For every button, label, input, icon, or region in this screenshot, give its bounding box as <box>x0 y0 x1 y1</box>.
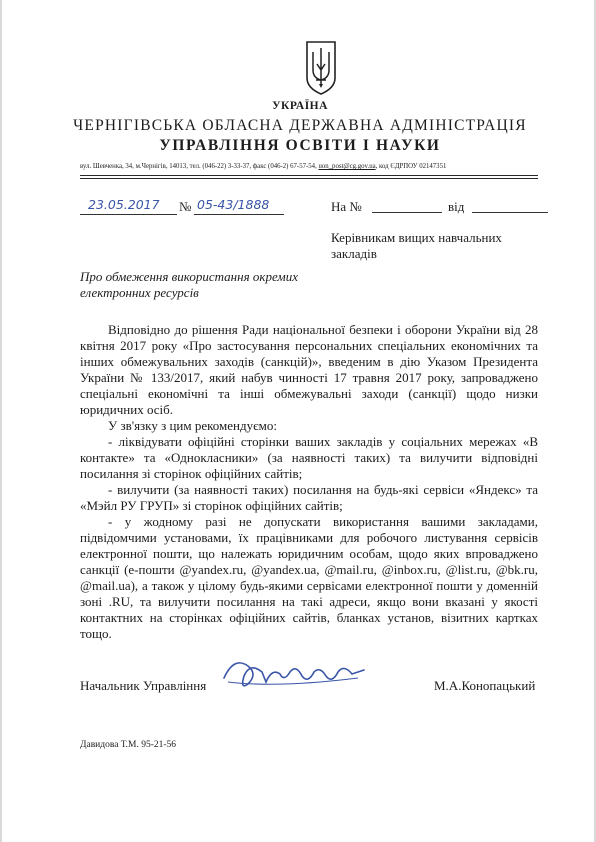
header-rule-thick <box>80 175 538 176</box>
paragraph-social-networks: - ліквідувати офіційні сторінки ваших закладів у соціальних мережах «В контакте» та «Однокласники» (за наявності таких) та вилучити відповідні посилання зі сторінок офіційних сайтів; <box>80 434 538 481</box>
in-reply-underline <box>372 212 442 213</box>
subject: Про обмеження використання окремих електронних ресурсів <box>80 269 298 300</box>
number-sign: № <box>179 199 192 214</box>
contact-address <box>80 163 535 170</box>
paragraph-email: - у жодному разі не допускати використання вашими закладами, підвідомчими установами, їх працівниками для робочого листування сервісів електронної пошти, що належать юридичним особам, щодо яких впроваджено санкції (е-пошти @yandex.ru, @yandex.ua, @mail.ru, @inbox.ru, @list.ru, @bk.ru, @mail.ua), а також у цілому будь-якими сервісами електронної пошти у доменній зоні .RU, та вилучити посилання на такі адреси, якщо вони вказані у якості контактних на сторінках офіційних сайтів, бланках установ, візитних картках тощо. <box>80 514 538 641</box>
paragraph-services: - вилучити (за наявності таких) посилання на будь-які сервіси «Яндекс» та «Мэйл РУ ГРУП» зі сторінок офіційних сайтів; <box>80 482 538 513</box>
letter-body <box>80 322 538 642</box>
from-label: від <box>448 199 465 214</box>
email-link[interactable]: uon_post@cg.gov.ua <box>318 163 376 170</box>
from-underline <box>472 212 548 213</box>
header-rule-thin <box>80 178 538 179</box>
outgoing-date: 23.05.2017 <box>88 197 160 212</box>
coat-of-arms-icon <box>304 40 338 96</box>
outgoing-number: 05-43/1888 <box>197 197 270 212</box>
addressee: Керівникам вищих навчальних закладів <box>331 230 502 261</box>
signatory-position: Начальник Управління <box>80 678 207 693</box>
handwritten-signature <box>218 648 368 698</box>
paragraph-recommendation-intro: У зв'язку з цим рекомендуємо: <box>108 418 278 433</box>
department-name: УПРАВЛІННЯ ОСВІТИ І НАУКИ <box>159 137 441 154</box>
in-reply-label: На № <box>331 199 362 214</box>
country-name: УКРАЇНА <box>272 100 328 112</box>
address-suffix: , код ЄДРПОУ 02147351 <box>375 163 447 170</box>
administration-name: ЧЕРНІГІВСЬКА ОБЛАСНА ДЕРЖАВНА АДМІНІСТРАЦІЯ <box>73 117 527 134</box>
paragraph-decision: Відповідно до рішення Ради національної безпеки і оборони України від 28 квітня 2017 року «Про застосування персональних спеціальних економічних та інших обмежувальних заходів (санкцій)», введеним в дію Указом Президента України № 133/2017, який набув чинності 17 травня 2017 року, запроваджено спеціальні економічні та інші обмежувальні заходи (санкції) щодо низки юридичних осіб. <box>80 322 538 417</box>
address-prefix: вул. Шевченка, 34, м.Чернігів, 14013, тел. (046-22) 3-33-37, факс (046-2) 67-57-54, <box>80 163 319 170</box>
executor-contact: Давидова Т.М. 95-21-56 <box>80 740 177 750</box>
signatory-name: М.А.Конопацький <box>434 678 536 693</box>
